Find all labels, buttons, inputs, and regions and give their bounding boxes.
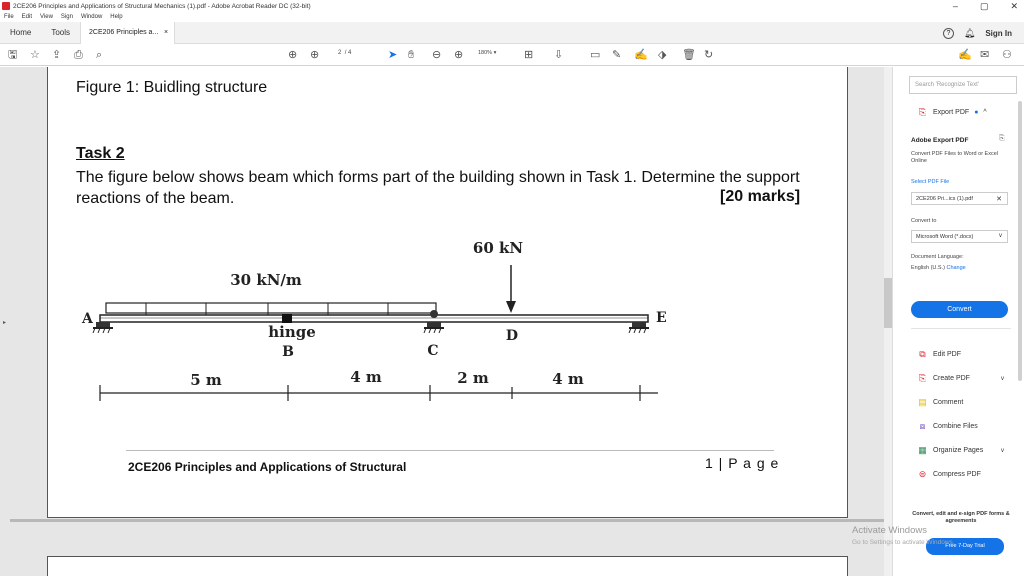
- add-user-icon[interactable]: ⚇: [1002, 49, 1012, 61]
- menu-window[interactable]: Window: [80, 14, 103, 20]
- tab-close-icon[interactable]: ×: [163, 28, 169, 36]
- acrobat-app-icon: [2, 2, 10, 10]
- sign-tool-icon[interactable]: ✍: [958, 49, 972, 61]
- udl-label: 30 kN/m: [230, 271, 302, 289]
- fit-page-icon[interactable]: ⊞: [524, 49, 534, 61]
- beam-diagram: [78, 227, 668, 417]
- task-heading: Task 2: [76, 145, 125, 162]
- left-panel-toggle-icon[interactable]: ▸: [3, 320, 7, 326]
- highlight-pen-icon[interactable]: ✎: [612, 49, 622, 61]
- udl-block: [106, 303, 436, 313]
- prev-page-icon[interactable]: ⊕: [288, 49, 298, 61]
- select-file-label: Select PDF File: [911, 179, 950, 185]
- adobe-export-title: Adobe Export PDF: [911, 137, 969, 144]
- save-icon[interactable]: 🖫: [8, 49, 18, 61]
- create-pdf-icon: ⎘: [918, 373, 927, 383]
- tool-edit-pdf[interactable]: ⧉ Edit PDF: [917, 349, 961, 360]
- footer-course-title: 2CE206 Principles and Applications of Structural: [128, 460, 407, 474]
- tool-combine-files[interactable]: ⧈ Combine Files: [917, 421, 978, 432]
- close-window-button[interactable]: ✕: [1010, 1, 1018, 11]
- sign-in-button[interactable]: Sign In: [985, 28, 1012, 38]
- dim-4m-b: 4 m: [552, 370, 584, 388]
- label-a: A: [82, 311, 93, 327]
- pdf-page-next: [47, 556, 848, 576]
- combine-files-icon: ⧈: [919, 421, 926, 431]
- promo-text: Convert, edit and e-sign PDF forms & agreements: [912, 511, 1010, 524]
- tab-home[interactable]: Home: [10, 27, 32, 37]
- window-title: 2CE206 Principles and Applications of Structural Mechanics (1).pdf - Adobe Acrobat Reader DC (32-bit): [13, 2, 311, 10]
- window-controls: [953, 0, 1018, 12]
- free-trial-button[interactable]: Free 7-Day Trial: [926, 538, 1004, 555]
- zoom-level-dropdown[interactable]: 180% ▾: [478, 50, 497, 56]
- share-icon[interactable]: ⇪: [52, 49, 62, 61]
- task-marks: [20 marks]: [720, 188, 801, 205]
- hand-tool-icon[interactable]: ✋︎: [408, 49, 415, 61]
- convert-to-label: Convert to: [911, 218, 937, 224]
- zoom-search-icon[interactable]: ⌕: [96, 49, 103, 61]
- export-pdf-icon: ⎘: [918, 107, 927, 117]
- tool-comment[interactable]: ▤ Comment: [918, 397, 964, 407]
- edit-pdf-icon: ⧉: [919, 349, 926, 359]
- zoom-out-icon[interactable]: ⊖: [432, 49, 442, 61]
- dim-2m: 2 m: [457, 369, 489, 387]
- label-c: C: [427, 343, 439, 359]
- tools-search-input[interactable]: Search 'Recognize Text': [909, 76, 1017, 94]
- tab-document-label: 2CE206 Principles a...: [89, 28, 159, 36]
- tools-pane: [892, 67, 1024, 576]
- draw-icon[interactable]: ✍: [634, 49, 648, 61]
- info-icon: ●: [974, 109, 979, 116]
- tool-organize-pages[interactable]: ▦ Organize Pages v: [918, 445, 1004, 455]
- compress-pdf-icon: ⊜: [918, 469, 927, 479]
- tab-tools[interactable]: Tools: [51, 27, 71, 37]
- label-d: D: [505, 328, 519, 344]
- select-cursor-icon[interactable]: ➤: [388, 49, 398, 61]
- support-a-icon: [93, 322, 113, 333]
- next-page-icon[interactable]: ⊕: [310, 49, 320, 61]
- figure-caption: Figure 1: Buidling structure: [76, 79, 268, 96]
- bookmark-star-icon[interactable]: ☆: [30, 49, 40, 61]
- footer-rule: [126, 450, 774, 451]
- remove-file-icon[interactable]: ✕: [996, 196, 1002, 203]
- point-load-arrow-icon: [506, 301, 516, 313]
- scroll-mode-icon[interactable]: ⇩: [554, 49, 564, 61]
- convert-button[interactable]: Convert: [911, 301, 1008, 318]
- label-e: E: [656, 310, 667, 326]
- change-language-link[interactable]: Change: [946, 265, 966, 271]
- menu-sign[interactable]: Sign: [60, 14, 73, 20]
- window-titlebar: [0, 0, 1024, 12]
- create-pdf-chevron-icon[interactable]: v: [1001, 375, 1004, 382]
- tab-document[interactable]: [80, 22, 175, 44]
- page-indicator[interactable]: 2 / 4: [338, 50, 352, 56]
- document-workspace[interactable]: [0, 67, 884, 576]
- support-e-icon: [629, 322, 649, 333]
- selected-file-field[interactable]: 2CE206 Pri...ics (1).pdf ✕: [911, 192, 1008, 205]
- hinge-b-icon: [282, 314, 292, 323]
- doc-language-label: Document Language:: [911, 254, 964, 260]
- pin-icon[interactable]: ⎘: [999, 135, 1005, 142]
- pane-divider: [911, 328, 1011, 329]
- task-body: The figure below shows beam which forms part of the building shown in Task 1. Determine the support reactions of the beam.: [76, 169, 800, 207]
- convert-to-dropdown[interactable]: Microsoft Word (*.docx) v: [911, 230, 1008, 243]
- menu-bar: [0, 12, 1024, 22]
- email-icon[interactable]: ✉: [980, 49, 990, 61]
- activate-windows-title: Activate Windows: [852, 525, 927, 536]
- beam: [100, 315, 648, 322]
- point-load-label: 60 kN: [472, 239, 524, 257]
- label-hinge: hinge: [268, 323, 316, 341]
- footer-page-number: 1 | P a g e: [705, 455, 780, 471]
- dim-4m-a: 4 m: [350, 368, 382, 386]
- tool-compress-pdf[interactable]: ⊜ Compress PDF: [918, 469, 981, 479]
- help-icon[interactable]: ?: [943, 28, 954, 39]
- organize-pages-chevron-icon[interactable]: v: [1001, 447, 1004, 454]
- tool-create-pdf[interactable]: ⎘ Create PDF v: [918, 373, 1004, 383]
- tab-bar: [0, 22, 1024, 44]
- chevron-up-icon[interactable]: ^: [983, 109, 987, 116]
- adobe-export-desc: Convert PDF Files to Word or Excel Online: [911, 151, 999, 164]
- menu-edit[interactable]: Edit: [21, 14, 33, 20]
- organize-pages-icon: ▦: [918, 445, 927, 455]
- dim-5m: 5 m: [190, 371, 222, 389]
- minimize-button[interactable]: –: [952, 1, 958, 11]
- page-separator: [10, 519, 884, 522]
- bell-icon[interactable]: 🔔︎: [963, 27, 976, 38]
- menu-file[interactable]: File: [4, 14, 14, 20]
- pdf-page: [47, 67, 848, 518]
- main-toolbar: [0, 44, 1024, 66]
- comment-icon[interactable]: ▭: [590, 49, 601, 61]
- label-b: B: [282, 344, 294, 360]
- menu-view[interactable]: View: [40, 14, 53, 20]
- export-pdf-header[interactable]: ⎘ Export PDF ● ^: [918, 107, 987, 117]
- menu-help[interactable]: Help: [110, 14, 123, 20]
- print-icon[interactable]: ⎙: [74, 49, 83, 61]
- stamp-icon[interactable]: ⬗: [658, 49, 667, 61]
- delete-icon[interactable]: 🗑︎: [682, 49, 696, 61]
- chevron-down-icon: v: [999, 233, 1002, 239]
- tools-pane-scrollbar[interactable]: [1018, 101, 1022, 381]
- comment-tool-icon: ▤: [918, 397, 927, 407]
- document-scrollbar-thumb[interactable]: [884, 278, 892, 328]
- activate-windows-subtitle: Go to Settings to activate Windows.: [852, 539, 955, 546]
- maximize-button[interactable]: ▢: [979, 1, 989, 11]
- zoom-in-icon[interactable]: ⊕: [454, 49, 464, 61]
- rotate-icon[interactable]: ↻: [704, 49, 714, 61]
- doc-language-row: English (U.S.) Change: [911, 265, 966, 271]
